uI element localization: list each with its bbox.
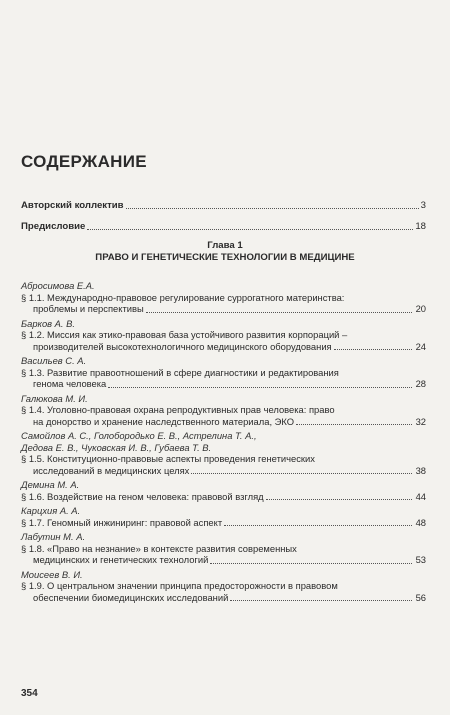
toc-entry — [21, 531, 426, 566]
entry-title — [21, 453, 426, 476]
dot-leader — [126, 208, 419, 209]
entry-title — [21, 404, 426, 427]
toc-entry — [21, 355, 426, 390]
toc-entry — [21, 569, 426, 604]
toc-entry — [21, 280, 426, 315]
toc-heading: СОДЕРЖАНИЕ — [21, 152, 147, 171]
page-ref: 48 — [415, 516, 426, 528]
entry-title-line: § 1.6. Воздействие на геном человека: правовой взгляд — [21, 490, 264, 502]
dot-leader — [210, 563, 411, 564]
entry-title-last-line — [21, 592, 426, 604]
entry-authors: Моисеев В. И. — [21, 568, 83, 580]
dot-leader — [266, 499, 412, 500]
toc-entry — [21, 430, 426, 476]
dot-leader — [224, 525, 411, 526]
entry-title-line: производителей высокотехнологичного медицинского оборудования — [33, 340, 332, 352]
entry-title — [21, 580, 426, 603]
front-matter-item — [21, 200, 426, 211]
chapter-header — [0, 240, 450, 264]
page-ref: 38 — [415, 464, 426, 476]
entry-authors: Лабутин М. А. — [21, 531, 86, 542]
page-ref: 53 — [415, 554, 426, 565]
dot-leader — [87, 229, 413, 230]
page-ref: 32 — [415, 415, 426, 427]
dot-leader — [296, 424, 412, 425]
entry-title — [21, 491, 426, 503]
entry-authors: Абросимова Е.А. — [21, 280, 95, 291]
toc-entry — [21, 479, 426, 502]
page-ref: 28 — [415, 378, 426, 389]
entry-title-last-line — [21, 303, 426, 315]
page-number: 354 — [21, 688, 38, 699]
entry-title-line: исследований в медицинских целях — [33, 464, 190, 476]
entry-title-line: § 1.8. «Право на незнание» в контексте развития современных — [21, 542, 297, 554]
front-matter-item — [21, 221, 426, 232]
toc-entry — [21, 318, 426, 353]
entry-title-last-line — [21, 378, 426, 390]
dot-leader — [191, 473, 411, 474]
entry-title-last-line — [21, 491, 426, 503]
entry-title-last-line — [21, 554, 426, 566]
entry-title-line: § 1.5. Конституционно-правовые аспекты проведения генетических — [21, 453, 315, 464]
entry-authors: Дедова Е. В., Чуковская И. В., Губаева Т. В. — [21, 441, 212, 453]
dot-leader — [334, 349, 412, 350]
page-ref: 44 — [415, 490, 426, 502]
entry-title-line: § 1.3. Развитие правоотношений в сфере диагностики и редактирования — [21, 366, 339, 378]
dot-leader — [230, 600, 411, 601]
toc-entries — [21, 280, 426, 606]
entry-authors: Самойлов А. С., Голобородько Е. В., Астрелина Т. А., — [21, 430, 257, 441]
page-ref: 3 — [420, 200, 426, 211]
entry-title-last-line — [21, 465, 426, 477]
entry-title-line: обеспечении биомедицинских исследований — [33, 591, 229, 603]
entry-title-line: § 1.4. Уголовно-правовая охрана репродуктивных прав человека: право — [21, 404, 335, 415]
entry-title-last-line — [21, 517, 426, 529]
entry-title-line: § 1.2. Миссия как этико-правовая база устойчивого развития корпораций – — [21, 329, 348, 340]
entry-authors: Васильев С. А. — [21, 355, 87, 366]
entry-authors: Барков А. В. — [21, 317, 75, 329]
entry-title-line: § 1.1. Международно-правовое регулирование суррогатного материнства: — [21, 291, 345, 303]
entry-title — [21, 292, 426, 315]
entry-title — [21, 367, 426, 390]
front-matter-label: Авторский коллектив — [21, 200, 124, 211]
toc-entry — [21, 505, 426, 528]
entry-title-last-line — [21, 341, 426, 353]
page-ref: 18 — [415, 221, 426, 232]
page-ref: 24 — [415, 340, 426, 352]
page-ref: 20 — [415, 303, 426, 314]
front-matter-label: Предисловие — [21, 221, 86, 232]
chapter-number: Глава 1 — [207, 240, 243, 251]
entry-authors: Галюкова М. И. — [21, 392, 88, 404]
entry-title-line: § 1.9. О центральном значении принципа предосторожности в правовом — [21, 580, 338, 591]
entry-authors: Демина М. А. — [21, 479, 80, 490]
entry-title-line: генома человека — [33, 378, 107, 389]
entry-title-line: проблемы и перспективы — [33, 303, 144, 314]
entry-title — [21, 329, 426, 352]
entry-title-line: медицинских и генетических технологий — [33, 554, 209, 565]
dot-leader — [108, 387, 411, 388]
page-ref: 56 — [415, 591, 426, 603]
entry-title-line: § 1.7. Геномный инжиниринг: правовой аспект — [21, 516, 223, 528]
entry-authors: Карцхия А. А. — [21, 505, 81, 516]
toc-entry — [21, 393, 426, 428]
entry-title — [21, 543, 426, 566]
entry-title-line: на донорство и хранение наследственного материала, ЭКО — [33, 415, 295, 427]
dot-leader — [146, 312, 412, 313]
entry-title-last-line — [21, 416, 426, 428]
entry-title — [21, 517, 426, 529]
chapter-title: ПРАВО И ГЕНЕТИЧЕСКИЕ ТЕХНОЛОГИИ В МЕДИЦИНЕ — [95, 252, 355, 263]
